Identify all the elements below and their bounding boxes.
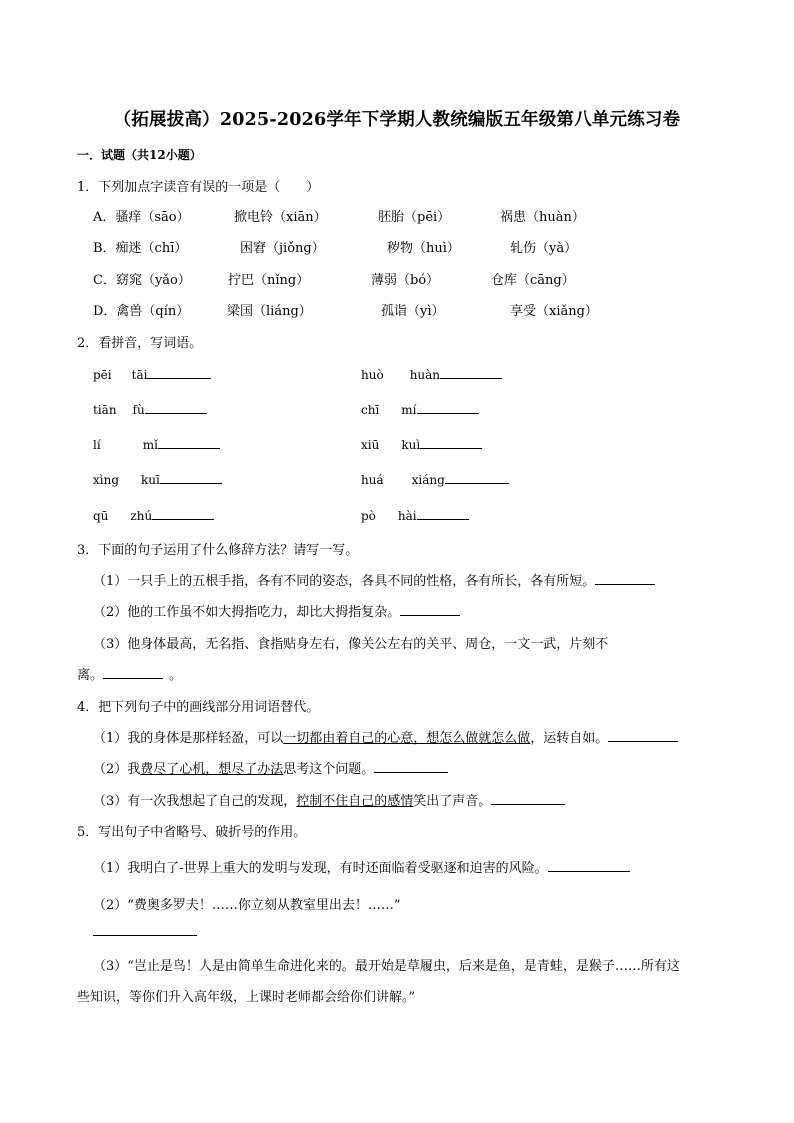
q3-sentence-3-cont: 离。 。 xyxy=(77,664,182,683)
question-3-stem: 3．下面的句子运用了什么修辞方法？请写一写。 xyxy=(77,543,359,558)
pinyin-syllable: fù xyxy=(132,403,145,417)
underlined-phrase: 一切都由着自己的心意，想怎么做就怎么做 xyxy=(283,731,531,746)
pinyin-syllable: zhú xyxy=(130,509,153,523)
q1-option-c: C．窈窕（yǎo） xyxy=(93,273,191,288)
q1-option-b-3: 秽物（huì） xyxy=(387,241,460,256)
answer-blank[interactable] xyxy=(608,728,678,742)
q1-option-b-2: 困窘（jiǒng） xyxy=(240,241,325,256)
q1-option-d-2: 梁国（liáng） xyxy=(227,304,312,319)
q5-sentence-3: （3）“岂止是鸟！人是由简单生命进化来的。最开始是草履虫，后来是鱼，是青蛙，是猴子……所有这 xyxy=(93,959,680,974)
q2-pinyin-item xyxy=(93,471,222,487)
answer-blank[interactable] xyxy=(440,366,502,379)
section-heading: 一．试题（共12小题） xyxy=(77,148,202,162)
pinyin-syllable: tiān xyxy=(93,403,117,417)
pinyin-syllable: kuì xyxy=(401,438,421,452)
q4-sentence-3: （3）有一次我想起了自己的发现，控制不住自己的感情笑出了声音。 xyxy=(93,790,565,809)
q5-sentence-2: （2）“费奥多罗夫！……你立刻从教室里出去！……” xyxy=(93,898,401,913)
pinyin-syllable: mí xyxy=(401,403,417,417)
q4-sentence-1: （1）我的身体是那样轻盈，可以一切都由着自己的心意，想怎么做就怎么做，运转自如。 xyxy=(93,727,678,746)
q4-sentence-2: （2）我费尽了心机，想尽了办法思考这个问题。 xyxy=(93,758,448,777)
q5-sentence-3-cont: 些知识，等你们升入高年级，上课时老师都会给你们讲解。” xyxy=(77,990,416,1005)
q3-sentence-1: （1）一只手上的五根手指，各有不同的姿态，各具不同的性格，各有所长，各有所短。 xyxy=(93,570,655,589)
question-1-stem: 1．下列加点字读音有误的一项是（ ） xyxy=(77,180,320,195)
pinyin-syllable: chī xyxy=(361,403,380,417)
pinyin-syllable: hài xyxy=(397,509,417,523)
q1-option-b: B．痴迷（chī） xyxy=(93,241,188,256)
pinyin-syllable: pò xyxy=(361,509,376,523)
q3-sentence-3: （3）他身体最高，无名指、食指贴身左右，像关公左右的关平、周仓，一文一武，片刻不 xyxy=(93,637,609,652)
pinyin-syllable: mǐ xyxy=(142,438,158,452)
answer-blank[interactable] xyxy=(548,858,630,872)
question-5-stem: 5．写出句子中省略号、破折号的作用。 xyxy=(77,825,307,840)
answer-blank[interactable] xyxy=(491,791,565,805)
q2-pinyin-item xyxy=(361,401,479,417)
answer-blank[interactable] xyxy=(374,759,448,773)
q2-pinyin-item xyxy=(361,436,482,452)
pinyin-syllable: lí xyxy=(93,438,101,452)
answer-blank[interactable] xyxy=(420,436,482,449)
answer-blank[interactable] xyxy=(147,366,211,379)
q1-option-c-2: 拧巴（nǐng） xyxy=(228,273,310,288)
answer-blank[interactable] xyxy=(417,507,469,520)
pinyin-syllable: huò xyxy=(361,368,384,382)
q1-option-b-4: 轧伤（yà） xyxy=(510,241,578,256)
q5-sentence-1: （1）我明白了-世界上重大的发明与发现，有时还面临着受驱逐和迫害的风险。 xyxy=(93,857,630,876)
pinyin-syllable: tāi xyxy=(131,368,148,382)
answer-blank[interactable] xyxy=(445,471,509,484)
q5-sentence-2-answer xyxy=(93,922,197,940)
q1-option-a-3: 胚胎（pēi） xyxy=(378,210,451,225)
page-title: （拓展拔高）2025-2026学年下学期人教统编版五年级第八单元练习卷 xyxy=(113,110,681,130)
answer-blank[interactable] xyxy=(160,471,222,484)
answer-blank[interactable] xyxy=(417,401,479,414)
answer-blank[interactable] xyxy=(400,602,460,616)
q1-option-a-4: 祸患（huàn） xyxy=(500,210,585,225)
pinyin-syllable: huàn xyxy=(409,368,441,382)
pinyin-syllable: xiū xyxy=(361,438,380,452)
q2-pinyin-item xyxy=(93,507,214,523)
answer-blank[interactable] xyxy=(93,922,197,936)
answer-blank[interactable] xyxy=(145,401,207,414)
pinyin-syllable: xiáng xyxy=(411,473,445,487)
q3-sentence-2: （2）他的工作虽不如大拇指吃力，却比大拇指复杂。 xyxy=(93,601,460,620)
q2-pinyin-item xyxy=(93,436,220,452)
q1-option-d-4: 享受（xiǎng） xyxy=(510,304,598,319)
q1-option-c-3: 薄弱（bó） xyxy=(371,273,440,288)
answer-blank[interactable] xyxy=(152,507,214,520)
question-4-stem: 4．把下列句子中的画线部分用词语替代。 xyxy=(77,700,320,715)
pinyin-syllable: qū xyxy=(93,509,109,523)
pinyin-syllable: xìng xyxy=(93,473,120,487)
underlined-phrase: 费尽了心机，想尽了办法 xyxy=(140,762,284,777)
q2-pinyin-item xyxy=(361,507,469,523)
answer-blank[interactable] xyxy=(103,665,163,679)
pinyin-syllable: kuī xyxy=(141,473,160,487)
q1-option-a: A．骚痒（sāo） xyxy=(93,210,190,225)
q2-pinyin-item xyxy=(93,401,207,417)
underlined-phrase: 控制不住自己的感情 xyxy=(296,794,414,809)
q2-pinyin-item xyxy=(361,471,509,487)
pinyin-syllable: huá xyxy=(361,473,384,487)
pinyin-syllable: pēi xyxy=(93,368,112,382)
q1-option-d-3: 孤诣（yì） xyxy=(381,304,445,319)
q1-option-d: D．禽兽（qín） xyxy=(93,304,190,319)
q1-option-c-4: 仓库（cāng） xyxy=(491,273,575,288)
q1-option-a-2: 掀电铃（xiān） xyxy=(234,210,327,225)
answer-blank[interactable] xyxy=(158,436,220,449)
q2-pinyin-item xyxy=(361,366,502,382)
answer-blank[interactable] xyxy=(595,571,655,585)
q2-pinyin-item xyxy=(93,366,211,382)
question-2-stem: 2．看拼音，写词语。 xyxy=(77,336,203,351)
